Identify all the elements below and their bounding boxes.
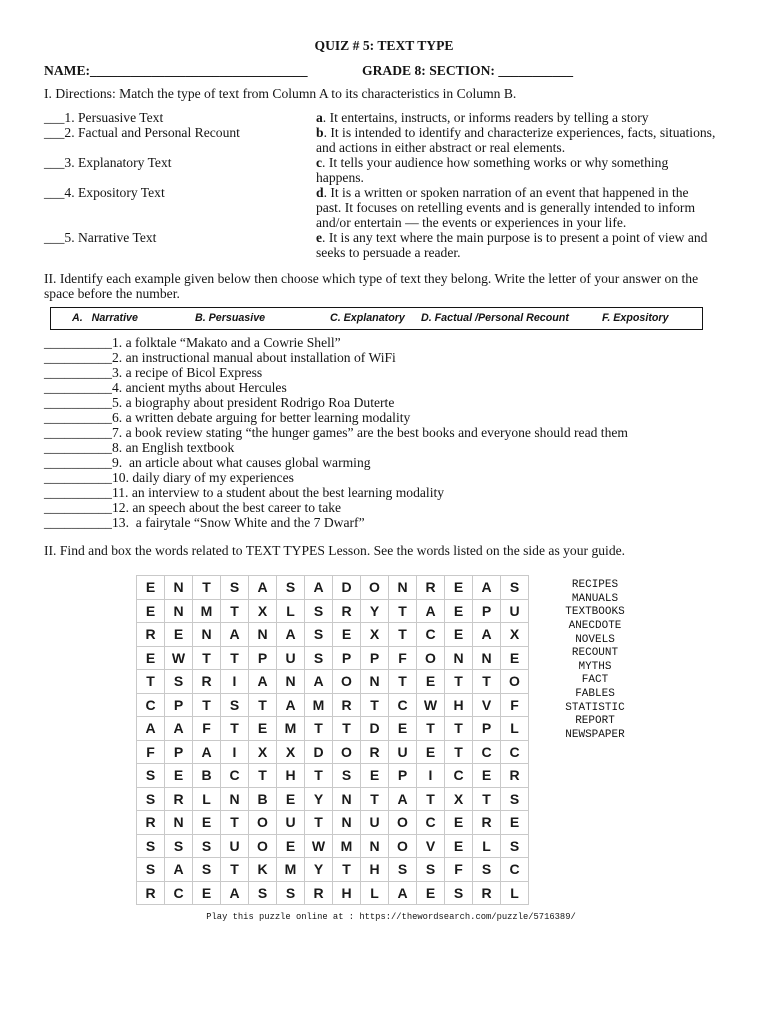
column-b-item <box>316 155 668 185</box>
grid-cell: E <box>361 764 388 787</box>
grid-cell: O <box>417 647 444 670</box>
grid-cell: X <box>445 788 472 811</box>
grid-cell: R <box>473 882 500 905</box>
grid-cell: O <box>501 670 528 693</box>
column-b-line <box>316 110 649 125</box>
grid-cell: N <box>333 811 360 834</box>
grid-cell: O <box>249 811 276 834</box>
grid-cell: S <box>305 647 332 670</box>
grid-cell: F <box>445 858 472 881</box>
grid-cell: N <box>165 600 192 623</box>
example-item: __________4. ancient myths about Hercules <box>44 379 287 395</box>
column-a-item: ___3. Explanatory Text <box>44 154 172 170</box>
grid-cell: H <box>445 694 472 717</box>
word-list-item: REPORT <box>575 715 615 728</box>
puzzle-footer: Play this puzzle online at : https://thewordsearch.com/puzzle/5716389/ <box>206 912 576 922</box>
grid-cell: T <box>389 600 416 623</box>
grid-cell: T <box>389 623 416 646</box>
grid-cell: S <box>277 882 304 905</box>
grid-cell: T <box>305 717 332 740</box>
grid-cell: R <box>165 788 192 811</box>
grid-cell: N <box>333 788 360 811</box>
grid-cell: H <box>361 858 388 881</box>
grid-cell: E <box>445 623 472 646</box>
word-list-item: ANECDOTE <box>568 619 622 632</box>
grid-cell: T <box>417 788 444 811</box>
grid-cell: P <box>389 764 416 787</box>
grid-cell: N <box>361 835 388 858</box>
choice-label: F. Expository <box>602 312 669 324</box>
grid-cell: A <box>305 670 332 693</box>
choice-label: C. Explanatory <box>330 312 405 324</box>
grid-cell: T <box>221 858 248 881</box>
grid-cell: E <box>137 600 164 623</box>
grid-cell: P <box>165 694 192 717</box>
grid-cell: E <box>445 811 472 834</box>
grid-cell: X <box>249 600 276 623</box>
grid-cell: R <box>333 694 360 717</box>
example-item: __________8. an English textbook <box>44 439 235 455</box>
grid-cell: S <box>501 835 528 858</box>
grid-cell: X <box>361 623 388 646</box>
quiz-title: QUIZ # 5: TEXT TYPE <box>314 37 454 53</box>
grid-cell: S <box>165 670 192 693</box>
grid-cell: M <box>277 858 304 881</box>
choice-label: D. Factual /Personal Recount <box>421 312 569 324</box>
grid-cell: S <box>305 600 332 623</box>
grid-cell: E <box>193 882 220 905</box>
grid-cell: A <box>473 576 500 599</box>
word-search-grid <box>136 575 529 905</box>
grid-cell: H <box>277 764 304 787</box>
grid-cell: I <box>417 764 444 787</box>
grid-cell: R <box>417 576 444 599</box>
matching-row <box>44 110 744 125</box>
grid-cell: E <box>137 576 164 599</box>
grid-cell: E <box>417 882 444 905</box>
grid-cell: M <box>333 835 360 858</box>
example-item: __________1. a folktale “Makato and a Cowrie Shell” <box>44 334 341 350</box>
grid-cell: S <box>445 882 472 905</box>
grid-cell: O <box>249 835 276 858</box>
grid-cell: T <box>333 858 360 881</box>
grid-cell: C <box>501 741 528 764</box>
word-list-item: TEXTBOOKS <box>565 606 625 619</box>
column-b-item <box>316 125 715 155</box>
grid-cell: I <box>221 741 248 764</box>
grid-cell: T <box>193 694 220 717</box>
grid-cell: S <box>501 576 528 599</box>
grid-cell: F <box>501 694 528 717</box>
grid-cell: A <box>277 623 304 646</box>
grid-cell: X <box>277 741 304 764</box>
grid-cell: S <box>305 623 332 646</box>
grid-cell: E <box>389 717 416 740</box>
choices-box <box>50 307 703 330</box>
example-item: __________11. an interview to a student about the best learning modality <box>44 484 445 500</box>
grade-section-line: GRADE 8: SECTION: ___________ <box>362 62 574 78</box>
column-b-text: . It is any text where the main purpose is to present a point of view and <box>322 229 708 245</box>
grid-cell: Y <box>305 788 332 811</box>
word-list-item: RECOUNT <box>571 647 619 660</box>
grid-cell: A <box>389 882 416 905</box>
grid-cell: E <box>445 835 472 858</box>
grid-cell: E <box>165 623 192 646</box>
grid-cell: W <box>417 694 444 717</box>
example-item: __________9. an article about what causes global warming <box>44 454 371 470</box>
part3-directions: II. Find and box the words related to TEXT TYPES Lesson. See the words listed on the side as your guide. <box>44 542 626 558</box>
column-a-item: ___4. Expository Text <box>44 184 165 200</box>
grid-cell: S <box>221 576 248 599</box>
column-b-line <box>316 230 707 245</box>
grid-cell: A <box>249 670 276 693</box>
matching-row <box>44 155 744 185</box>
grid-cell: C <box>137 694 164 717</box>
grid-cell: R <box>305 882 332 905</box>
column-a-item: ___5. Narrative Text <box>44 229 157 245</box>
grid-cell: R <box>361 741 388 764</box>
word-list-item: FABLES <box>575 688 615 701</box>
grid-cell: A <box>221 882 248 905</box>
grid-cell: P <box>249 647 276 670</box>
word-list-item: RECIPES <box>571 579 619 591</box>
grid-cell: C <box>473 741 500 764</box>
grid-cell: L <box>361 882 388 905</box>
grid-cell: E <box>445 576 472 599</box>
example-item: __________7. a book review stating “the hunger games” are the best books and everyone should read them <box>44 424 628 440</box>
grid-cell: E <box>417 741 444 764</box>
column-b-line <box>316 125 715 140</box>
grid-cell: E <box>501 811 528 834</box>
column-b-line: and/or entertain — the events or experiences in your life. <box>316 214 627 230</box>
example-item: __________3. a recipe of Bicol Express <box>44 364 263 380</box>
example-item: __________5. a biography about president Rodrigo Roa Duterte <box>44 394 395 410</box>
grid-cell: L <box>473 835 500 858</box>
grid-cell: A <box>165 717 192 740</box>
grid-cell: T <box>445 670 472 693</box>
grid-cell: T <box>473 788 500 811</box>
grid-cell: T <box>333 717 360 740</box>
column-b-letter: e <box>316 229 323 245</box>
grid-cell: R <box>193 670 220 693</box>
matching-row <box>44 230 744 260</box>
grid-cell: A <box>417 600 444 623</box>
grid-cell: B <box>193 764 220 787</box>
word-list <box>545 579 645 743</box>
column-b-line: and actions in either abstract or real elements. <box>316 139 566 155</box>
grid-cell: C <box>165 882 192 905</box>
grid-cell: E <box>473 764 500 787</box>
grid-cell: U <box>277 647 304 670</box>
grid-cell: E <box>277 788 304 811</box>
grid-cell: T <box>389 670 416 693</box>
grid-cell: T <box>473 670 500 693</box>
grid-cell: T <box>221 647 248 670</box>
grid-cell: O <box>361 576 388 599</box>
grid-cell: O <box>389 835 416 858</box>
grid-cell: N <box>445 647 472 670</box>
word-list-item: MYTHS <box>578 660 612 673</box>
matching-row <box>44 185 744 230</box>
column-b-line: past. It focuses on retelling events and is generally intended to inform <box>316 199 696 215</box>
part1-directions: I. Directions: Match the type of text from Column A to its characteristics in Column B. <box>44 85 517 101</box>
word-list-item: FACT <box>581 674 609 687</box>
grid-cell: T <box>249 694 276 717</box>
grid-cell: P <box>473 600 500 623</box>
grid-cell: K <box>249 858 276 881</box>
grid-cell: B <box>249 788 276 811</box>
grid-cell: S <box>221 694 248 717</box>
grid-cell: R <box>333 600 360 623</box>
choice-label: B. Persuasive <box>195 312 266 324</box>
grid-cell: A <box>305 576 332 599</box>
grid-cell: V <box>417 835 444 858</box>
grid-cell: E <box>193 811 220 834</box>
grid-cell: U <box>221 835 248 858</box>
grid-cell: S <box>277 576 304 599</box>
grid-cell: S <box>417 858 444 881</box>
grid-cell: I <box>221 670 248 693</box>
grid-cell: C <box>501 858 528 881</box>
column-b-item <box>316 185 695 230</box>
grid-cell: L <box>501 882 528 905</box>
grid-cell: S <box>137 835 164 858</box>
grid-cell: P <box>473 717 500 740</box>
grid-cell: C <box>221 764 248 787</box>
grid-cell: O <box>333 741 360 764</box>
grid-cell: N <box>473 647 500 670</box>
grid-cell: E <box>501 647 528 670</box>
grid-cell: D <box>305 741 332 764</box>
grid-cell: F <box>137 741 164 764</box>
grid-cell: E <box>249 717 276 740</box>
grid-cell: N <box>193 623 220 646</box>
column-b-line: seeks to persuade a reader. <box>316 244 461 260</box>
word-list-item: MANUALS <box>571 592 619 605</box>
choice-label: A. Narrative <box>72 312 138 324</box>
grid-cell: N <box>361 670 388 693</box>
grid-cell: S <box>193 835 220 858</box>
grid-cell: R <box>137 623 164 646</box>
grid-cell: C <box>445 764 472 787</box>
grid-cell: U <box>501 600 528 623</box>
grid-cell: H <box>333 882 360 905</box>
grid-cell: O <box>333 670 360 693</box>
example-item: __________10. daily diary of my experiences <box>44 469 294 485</box>
grid-cell: C <box>389 694 416 717</box>
grid-cell: A <box>277 694 304 717</box>
part2-directions-line: II. Identify each example given below then choose which type of text they belong. Write the letter of your answer on the <box>44 270 699 286</box>
grid-cell: T <box>305 811 332 834</box>
column-b-letter: b <box>316 124 324 140</box>
example-item: __________12. an speech about the best career to take <box>44 499 342 515</box>
grid-cell: P <box>361 647 388 670</box>
example-items-list <box>44 335 628 530</box>
grid-cell: T <box>137 670 164 693</box>
column-b-text: . It is intended to identify and characterize experiences, facts, situations, <box>323 124 716 140</box>
grid-cell: L <box>501 717 528 740</box>
grid-cell: R <box>501 764 528 787</box>
grid-cell: N <box>249 623 276 646</box>
column-b-line <box>316 185 695 200</box>
grid-cell: N <box>165 811 192 834</box>
grid-cell: D <box>361 717 388 740</box>
grid-cell: C <box>417 623 444 646</box>
grid-cell: E <box>137 647 164 670</box>
grid-cell: T <box>249 764 276 787</box>
column-b-item <box>316 230 707 260</box>
word-list-item: STATISTIC <box>565 701 625 714</box>
word-list-item: NEWSPAPER <box>565 729 625 742</box>
grid-cell: U <box>277 811 304 834</box>
grid-cell: E <box>417 670 444 693</box>
example-item: __________2. an instructional manual about installation of WiFi <box>44 349 396 365</box>
column-b-line: happens. <box>316 169 364 185</box>
matching-row <box>44 125 744 155</box>
grid-cell: R <box>137 811 164 834</box>
grid-cell: T <box>221 717 248 740</box>
grid-cell: O <box>389 811 416 834</box>
column-b-text: . It entertains, instructs, or informs readers by telling a story <box>322 109 649 125</box>
grid-cell: C <box>417 811 444 834</box>
grid-cell: S <box>137 764 164 787</box>
grid-cell: E <box>165 764 192 787</box>
grid-cell: X <box>249 741 276 764</box>
grid-cell: S <box>389 858 416 881</box>
grid-cell: N <box>221 788 248 811</box>
grid-cell: Y <box>361 600 388 623</box>
grid-cell: U <box>389 741 416 764</box>
grid-cell: U <box>361 811 388 834</box>
column-b-item <box>316 110 649 125</box>
column-a-item: ___1. Persuasive Text <box>44 109 164 125</box>
grid-cell: W <box>305 835 332 858</box>
grid-cell: D <box>333 576 360 599</box>
grid-cell: F <box>389 647 416 670</box>
grid-cell: F <box>193 717 220 740</box>
grid-cell: T <box>221 811 248 834</box>
column-b-text: . It tells your audience how something works or why something <box>322 154 669 170</box>
grid-cell: E <box>277 835 304 858</box>
grid-cell: S <box>249 882 276 905</box>
grid-cell: A <box>193 741 220 764</box>
grid-cell: X <box>501 623 528 646</box>
grid-cell: A <box>137 717 164 740</box>
grid-cell: A <box>249 576 276 599</box>
grid-cell: T <box>445 741 472 764</box>
grid-cell: N <box>165 576 192 599</box>
column-a-item: ___2. Factual and Personal Recount <box>44 124 240 140</box>
part2-directions <box>44 271 698 301</box>
grid-cell: A <box>165 858 192 881</box>
grid-cell: E <box>445 600 472 623</box>
grid-cell: L <box>277 600 304 623</box>
grid-cell: L <box>193 788 220 811</box>
grid-cell: N <box>277 670 304 693</box>
grid-cell: M <box>277 717 304 740</box>
grid-cell: M <box>193 600 220 623</box>
example-item: __________6. a written debate arguing for better learning modality <box>44 409 411 425</box>
grid-cell: M <box>305 694 332 717</box>
column-b-letter: c <box>316 154 323 170</box>
grid-cell: A <box>221 623 248 646</box>
grid-cell: A <box>473 623 500 646</box>
grid-cell: S <box>165 835 192 858</box>
column-b-text: . It is a written or spoken narration of an event that happened in the <box>323 184 689 200</box>
grid-cell: P <box>333 647 360 670</box>
grid-cell: T <box>193 647 220 670</box>
matching-table <box>44 110 744 260</box>
word-list-item: NOVELS <box>575 633 615 646</box>
grid-cell: P <box>165 741 192 764</box>
grid-cell: T <box>361 694 388 717</box>
grid-cell: W <box>165 647 192 670</box>
grid-cell: T <box>417 717 444 740</box>
grid-cell: N <box>389 576 416 599</box>
grid-cell: T <box>193 576 220 599</box>
grid-cell: E <box>333 623 360 646</box>
grid-cell: T <box>361 788 388 811</box>
grid-cell: T <box>305 764 332 787</box>
column-b-line <box>316 155 668 170</box>
grid-cell: S <box>137 858 164 881</box>
grid-cell: Y <box>305 858 332 881</box>
name-field-line: NAME:________________________________ <box>44 62 308 78</box>
grid-cell: T <box>445 717 472 740</box>
grid-cell: R <box>473 811 500 834</box>
grid-cell: A <box>389 788 416 811</box>
grid-cell: S <box>501 788 528 811</box>
grid-cell: S <box>473 858 500 881</box>
column-b-letter: a <box>316 109 323 125</box>
grid-cell: T <box>221 600 248 623</box>
grid-cell: R <box>137 882 164 905</box>
grid-cell: S <box>137 788 164 811</box>
grid-cell: S <box>193 858 220 881</box>
example-item: __________13. a fairytale “Snow White and the 7 Dwarf” <box>44 514 365 530</box>
part2-directions-line: space before the number. <box>44 285 180 301</box>
column-b-letter: d <box>316 184 324 200</box>
grid-cell: S <box>333 764 360 787</box>
grid-cell: V <box>473 694 500 717</box>
